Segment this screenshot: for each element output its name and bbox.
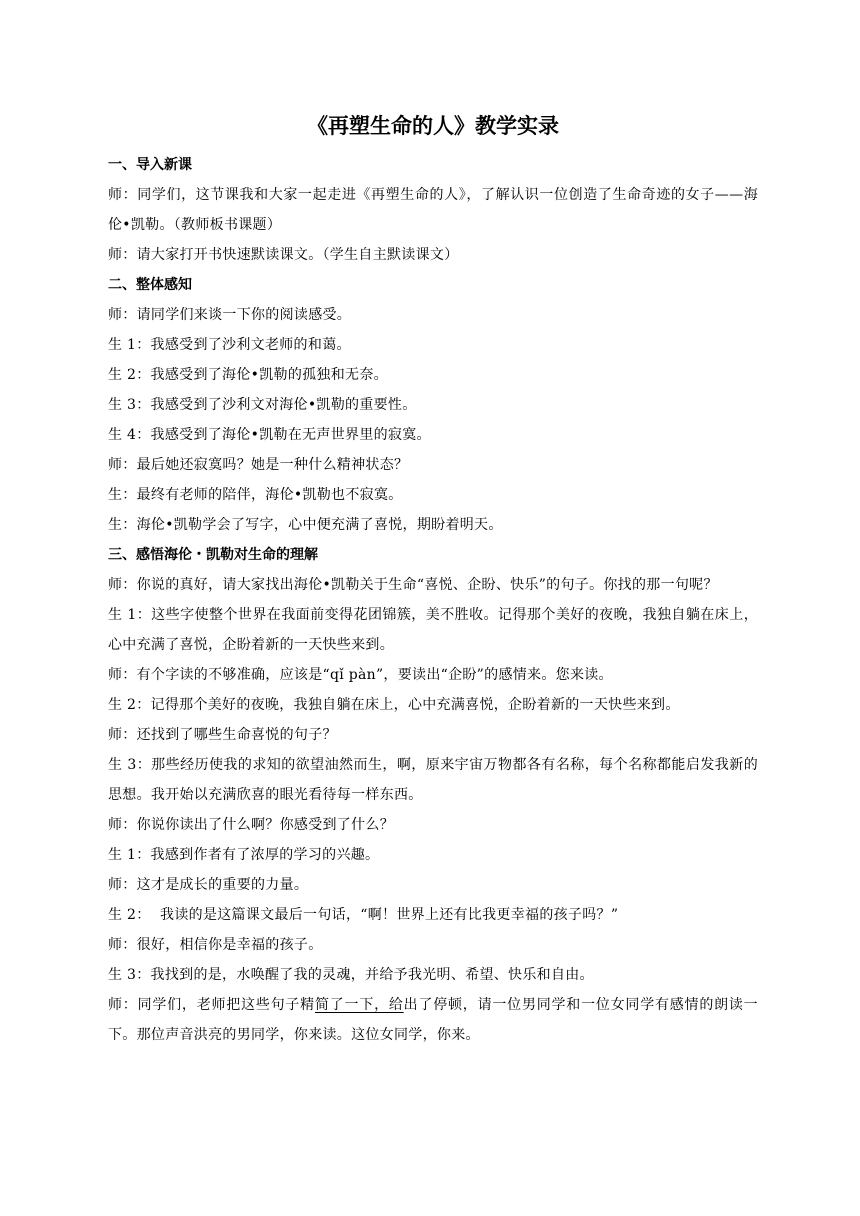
paragraph: 生：最终有老师的陪伴，海伦•凯勒也不寂寞。 [108, 487, 403, 503]
paragraph: 生 3：我找到的是，水唤醒了我的灵魂，并给予我光明、希望、快乐和自由。 [108, 967, 594, 983]
paragraph: 师：最后她还寂寞吗？她是一种什么精神状态？ [108, 457, 409, 473]
paragraph: 生 1：我感到作者有了浓厚的学习的兴趣。 [108, 847, 380, 863]
paragraph: 生 1：这些字使整个世界在我面前变得花团锦簇，美不胜收。记得那个美好的夜晚，我独自躺在床上，心中充满了喜悦，企盼着新的一天快些来到。 [108, 607, 758, 653]
section-heading-overview: 二、整体感知 [108, 277, 192, 293]
paragraph-with-underline [108, 990, 758, 1050]
paragraph: 师：你说你读出了什么啊？你感受到了什么？ [108, 817, 394, 833]
paragraph: 师：这才是成长的重要的力量。 [108, 877, 309, 893]
paragraph: 师：很好，相信你是幸福的孩子。 [108, 937, 323, 953]
paragraph: 生 2： 我读的是这篇课文最后一句话，“啊！世界上还有比我更幸福的孩子吗？” [108, 907, 619, 923]
document-content [108, 108, 758, 1050]
paragraph: 师：同学们，这节课我和大家一起走进《再塑生命的人》，了解认识一位创造了生命奇迹的女子——海伦•凯勒。（教师板书课题） [108, 187, 758, 233]
text-segment: 出了停顿，请一位男同学和一位女同学有感情的朗读一下。那位声音洪亮的男同学，你来读。这位女同学，你来。 [108, 997, 758, 1043]
paragraph: 师：还找到了哪些生命喜悦的句子？ [108, 727, 337, 743]
section-heading-understanding: 三、感悟海伦・凯勒对生命的理解 [108, 547, 318, 563]
paragraph: 师：有个字读的不够准确，应该是“qǐ pàn”，要读出“企盼”的感情来。您来读。 [108, 667, 613, 683]
underlined-text: 简了一下，给 [314, 997, 404, 1013]
paragraph: 生 2：我感受到了海伦•凯勒的孤独和无奈。 [108, 367, 388, 383]
paragraph: 生 1：我感受到了沙利文老师的和蔼。 [108, 337, 351, 353]
section-heading-intro: 一、导入新课 [108, 157, 192, 173]
paragraph: 生：海伦•凯勒学会了写字，心中便充满了喜悦，期盼着明天。 [108, 517, 503, 533]
text-segment: 师：同学们，老师把这些句子精 [108, 997, 315, 1013]
paragraph: 师：请大家打开书快速默读课文。（学生自主默读课文） [108, 247, 459, 263]
paragraph: 生 3：那些经历使我的求知的欲望油然而生，啊，原来宇宙万物都各有名称，每个名称都能启发我新的思想。我开始以充满欣喜的眼光看待每一样东西。 [108, 757, 758, 803]
document-title: 《再塑生命的人》教学实录 [307, 114, 559, 138]
paragraph: 师：你说的真好，请大家找出海伦•凯勒关于生命“喜悦、企盼、快乐”的句子。你找的那一句呢？ [108, 577, 718, 593]
paragraph: 生 4：我感受到了海伦•凯勒在无声世界里的寂寞。 [108, 427, 431, 443]
paragraph: 生 2：记得那个美好的夜晚，我独自躺在床上，心中充满喜悦，企盼着新的一天快些来到。 [108, 697, 680, 713]
paragraph: 生 3：我感受到了沙利文对海伦•凯勒的重要性。 [108, 397, 417, 413]
paragraph: 师：请同学们来谈一下你的阅读感受。 [108, 307, 352, 323]
